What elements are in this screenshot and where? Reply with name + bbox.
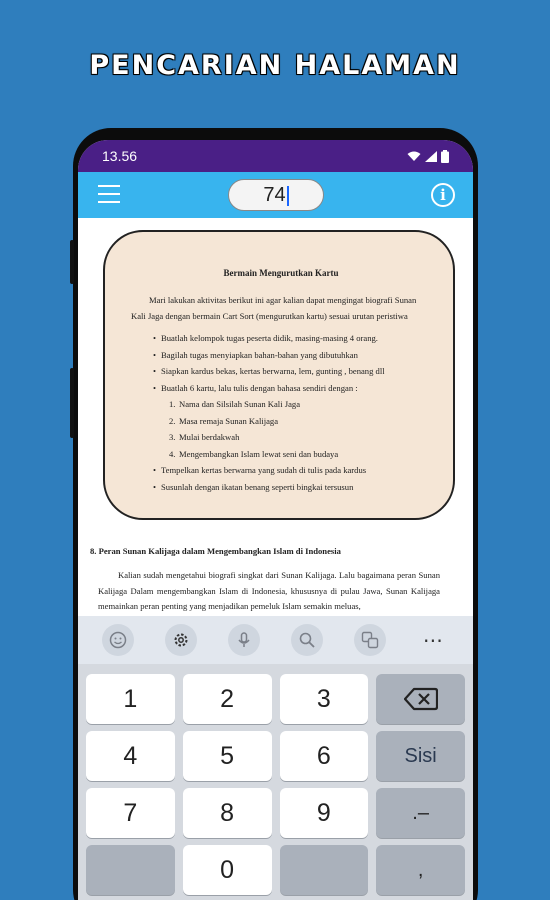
search-icon[interactable] <box>291 624 323 656</box>
promo-headline: PENCARIAN HALAMAN <box>89 50 461 81</box>
list-item: • Buatlah kelompok tugas peserta didik, masing-masing 4 orang. <box>131 330 431 347</box>
settings-icon[interactable] <box>165 624 197 656</box>
card-list <box>131 330 431 495</box>
list-item: • Tempelkan kertas berwarna yang sudah di tulis pada kardus <box>131 462 431 479</box>
status-icons <box>407 150 449 163</box>
key-1[interactable]: 1 <box>86 674 175 724</box>
list-item: • Susunlah dengan ikatan benang seperti bingkai tersusun <box>131 479 431 496</box>
status-time: 13.56 <box>102 148 138 164</box>
mic-icon[interactable] <box>228 624 260 656</box>
punctuation-key[interactable]: .– <box>376 788 465 838</box>
section-heading: 8. Peran Sunan Kalijaga dalam Mengembangkan Islam di Indonesia <box>90 546 341 556</box>
list-item: 4. Mengembangkan Islam lewat seni dan budaya <box>169 448 339 459</box>
backspace-icon <box>404 687 438 711</box>
numeric-keyboard <box>78 664 473 900</box>
document-page[interactable] <box>78 218 473 616</box>
wifi-icon <box>407 151 421 162</box>
backspace-key[interactable] <box>376 674 465 724</box>
status-bar <box>78 140 473 172</box>
menu-icon[interactable] <box>98 185 120 203</box>
page-number-input[interactable]: 74 <box>228 179 324 211</box>
key-4[interactable]: 4 <box>86 731 175 781</box>
blank-key[interactable] <box>86 845 175 895</box>
blank-key[interactable] <box>280 845 369 895</box>
card-title: Bermain Mengurutkan Kartu <box>223 268 339 278</box>
key-9[interactable]: 9 <box>280 788 369 838</box>
key-8[interactable]: 8 <box>183 788 272 838</box>
card-intro: Mari lakukan aktivitas berikut ini agar kalian dapat mengingat biografi Sunan Kali Jaga dengan bermain Cart Sort (mengurutkan kartu) sesuai urutan peristiwa <box>131 295 417 321</box>
list-item: • Siapkan kardus bekas, kertas berwarna, lem, gunting , benang dll <box>131 363 431 380</box>
key-5[interactable]: 5 <box>183 731 272 781</box>
list-item: • Buatlah 6 kartu, lalu tulis dengan bahasa sendiri dengan : <box>131 380 431 397</box>
key-6[interactable]: 6 <box>280 731 369 781</box>
signal-icon <box>425 151 437 162</box>
keyboard-toolbar <box>78 616 473 664</box>
comma-key[interactable]: , <box>376 845 465 895</box>
emoji-icon[interactable] <box>102 624 134 656</box>
battery-icon <box>441 150 449 163</box>
list-item: 1. Nama dan Silsilah Sunan Kali Jaga <box>169 399 301 409</box>
key-2[interactable]: 2 <box>183 674 272 724</box>
section-paragraph: Kalian sudah mengetahui biografi singkat dari Sunan Kalijaga. Lalu bagaimana peran Sunan Kalijaga Dalam mengembangkan Islam di Indonesia, khususnya di pulau Jawa, Sunan Kalijaga memainkan peran penting yang menjadikan pemeluk Islam semakin meluas, <box>98 570 440 611</box>
sisi-key[interactable]: Sisi <box>376 731 465 781</box>
phone-screen <box>78 140 473 900</box>
key-3[interactable]: 3 <box>280 674 369 724</box>
list-item: 3. Mulai berdakwah <box>169 432 240 442</box>
app-bar <box>78 172 473 218</box>
list-item: • Bagilah tugas menyiapkan bahan-bahan yang dibutuhkan <box>131 347 431 364</box>
key-7[interactable]: 7 <box>86 788 175 838</box>
phone-side-button <box>70 240 74 284</box>
list-item: 2. Masa remaja Sunan Kalijaga <box>169 415 279 426</box>
info-icon[interactable]: i <box>431 183 455 207</box>
activity-card <box>103 230 455 520</box>
phone-side-button <box>70 368 74 438</box>
more-icon[interactable]: ⋯ <box>422 629 444 652</box>
translate-icon[interactable] <box>354 624 386 656</box>
phone-frame <box>73 128 478 900</box>
key-0[interactable]: 0 <box>183 845 272 895</box>
